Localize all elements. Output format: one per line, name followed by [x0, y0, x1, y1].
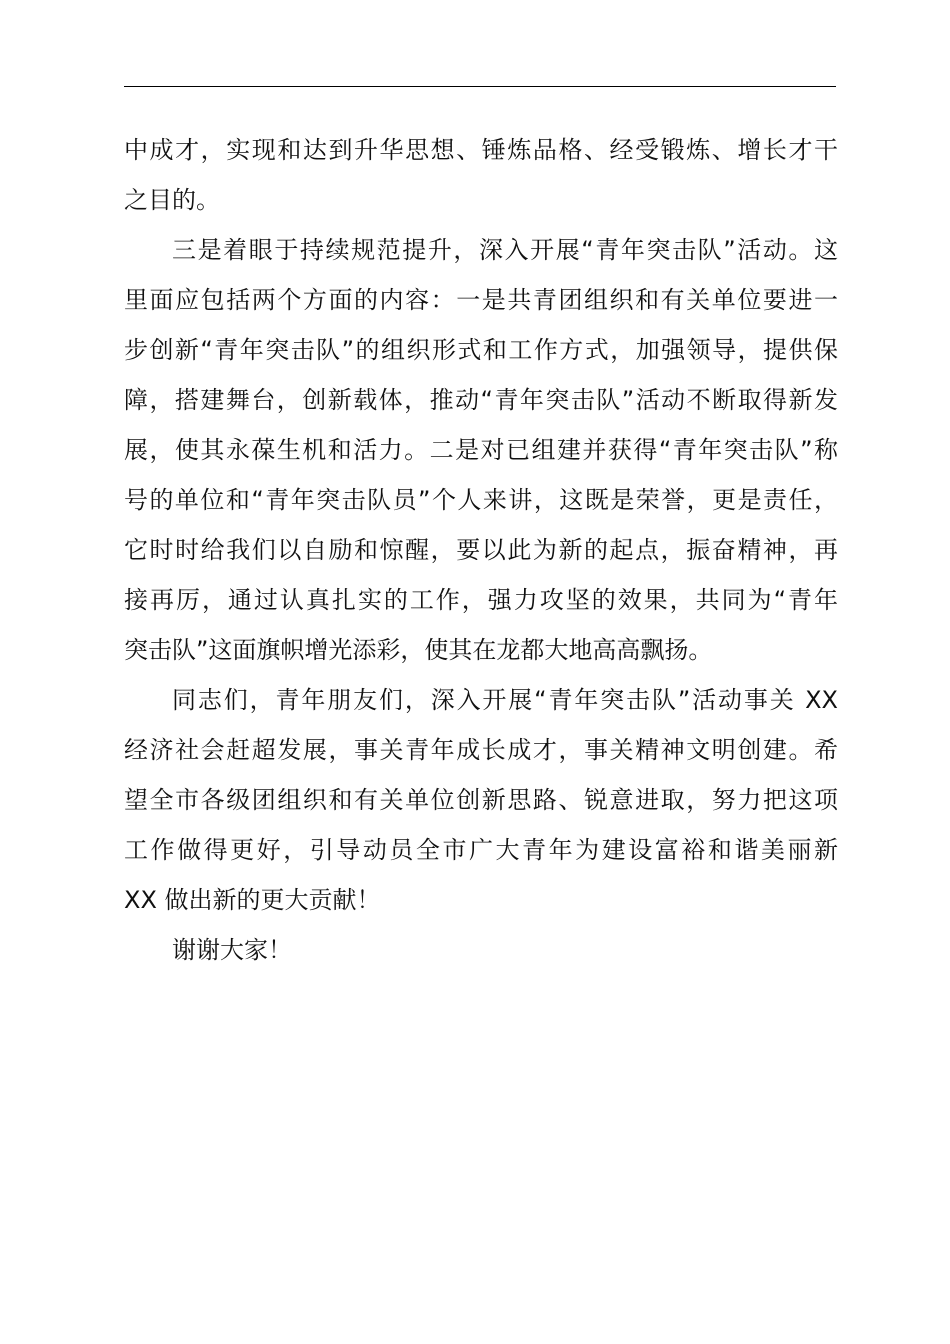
- text-line: 工作做得更好，引导动员全市广大青年为建设富裕和谐美丽新: [124, 836, 838, 864]
- text-line: 障，搭建舞台，创新载体，推动“青年突击队”活动不断取得新发: [124, 386, 838, 414]
- text-line: 望全市各级团组织和有关单位创新思路、锐意进取，努力把这项: [124, 786, 838, 814]
- header-rule: [124, 86, 836, 87]
- text-line: 中成才，实现和达到升华思想、锤炼品格、经受锻炼、增长才干: [124, 136, 838, 164]
- text-line: 里面应包括两个方面的内容：一是共青团组织和有关单位要进一: [124, 286, 838, 314]
- text-line: 接再厉，通过认真扎实的工作，强力攻坚的效果，共同为“青年: [124, 586, 838, 614]
- text-line: 它时时给我们以自励和惊醒，要以此为新的起点，振奋精神，再: [124, 536, 838, 564]
- text-line: 之目的。: [124, 186, 220, 214]
- document-body: [124, 125, 838, 975]
- text-line: 谢谢大家！: [172, 936, 292, 964]
- text-line: 突击队”这面旗帜增光添彩，使其在龙都大地高高飘扬。: [124, 636, 713, 664]
- text-line: 经济社会赶超发展，事关青年成长成才，事关精神文明创建。希: [124, 736, 838, 764]
- text-line: 展，使其永葆生机和活力。二是对已组建并获得“青年突击队”称: [124, 436, 838, 464]
- text-line: XX 做出新的更大贡献！: [124, 886, 381, 914]
- text-line: 号的单位和“青年突击队员”个人来讲，这既是荣誉，更是责任，: [124, 486, 838, 514]
- text-line: 步创新“青年突击队”的组织形式和工作方式，加强领导，提供保: [124, 336, 838, 364]
- text-line: 同志们，青年朋友们，深入开展“青年突击队”活动事关 XX: [172, 686, 838, 714]
- text-line: 三是着眼于持续规范提升，深入开展“青年突击队”活动。这: [172, 236, 838, 264]
